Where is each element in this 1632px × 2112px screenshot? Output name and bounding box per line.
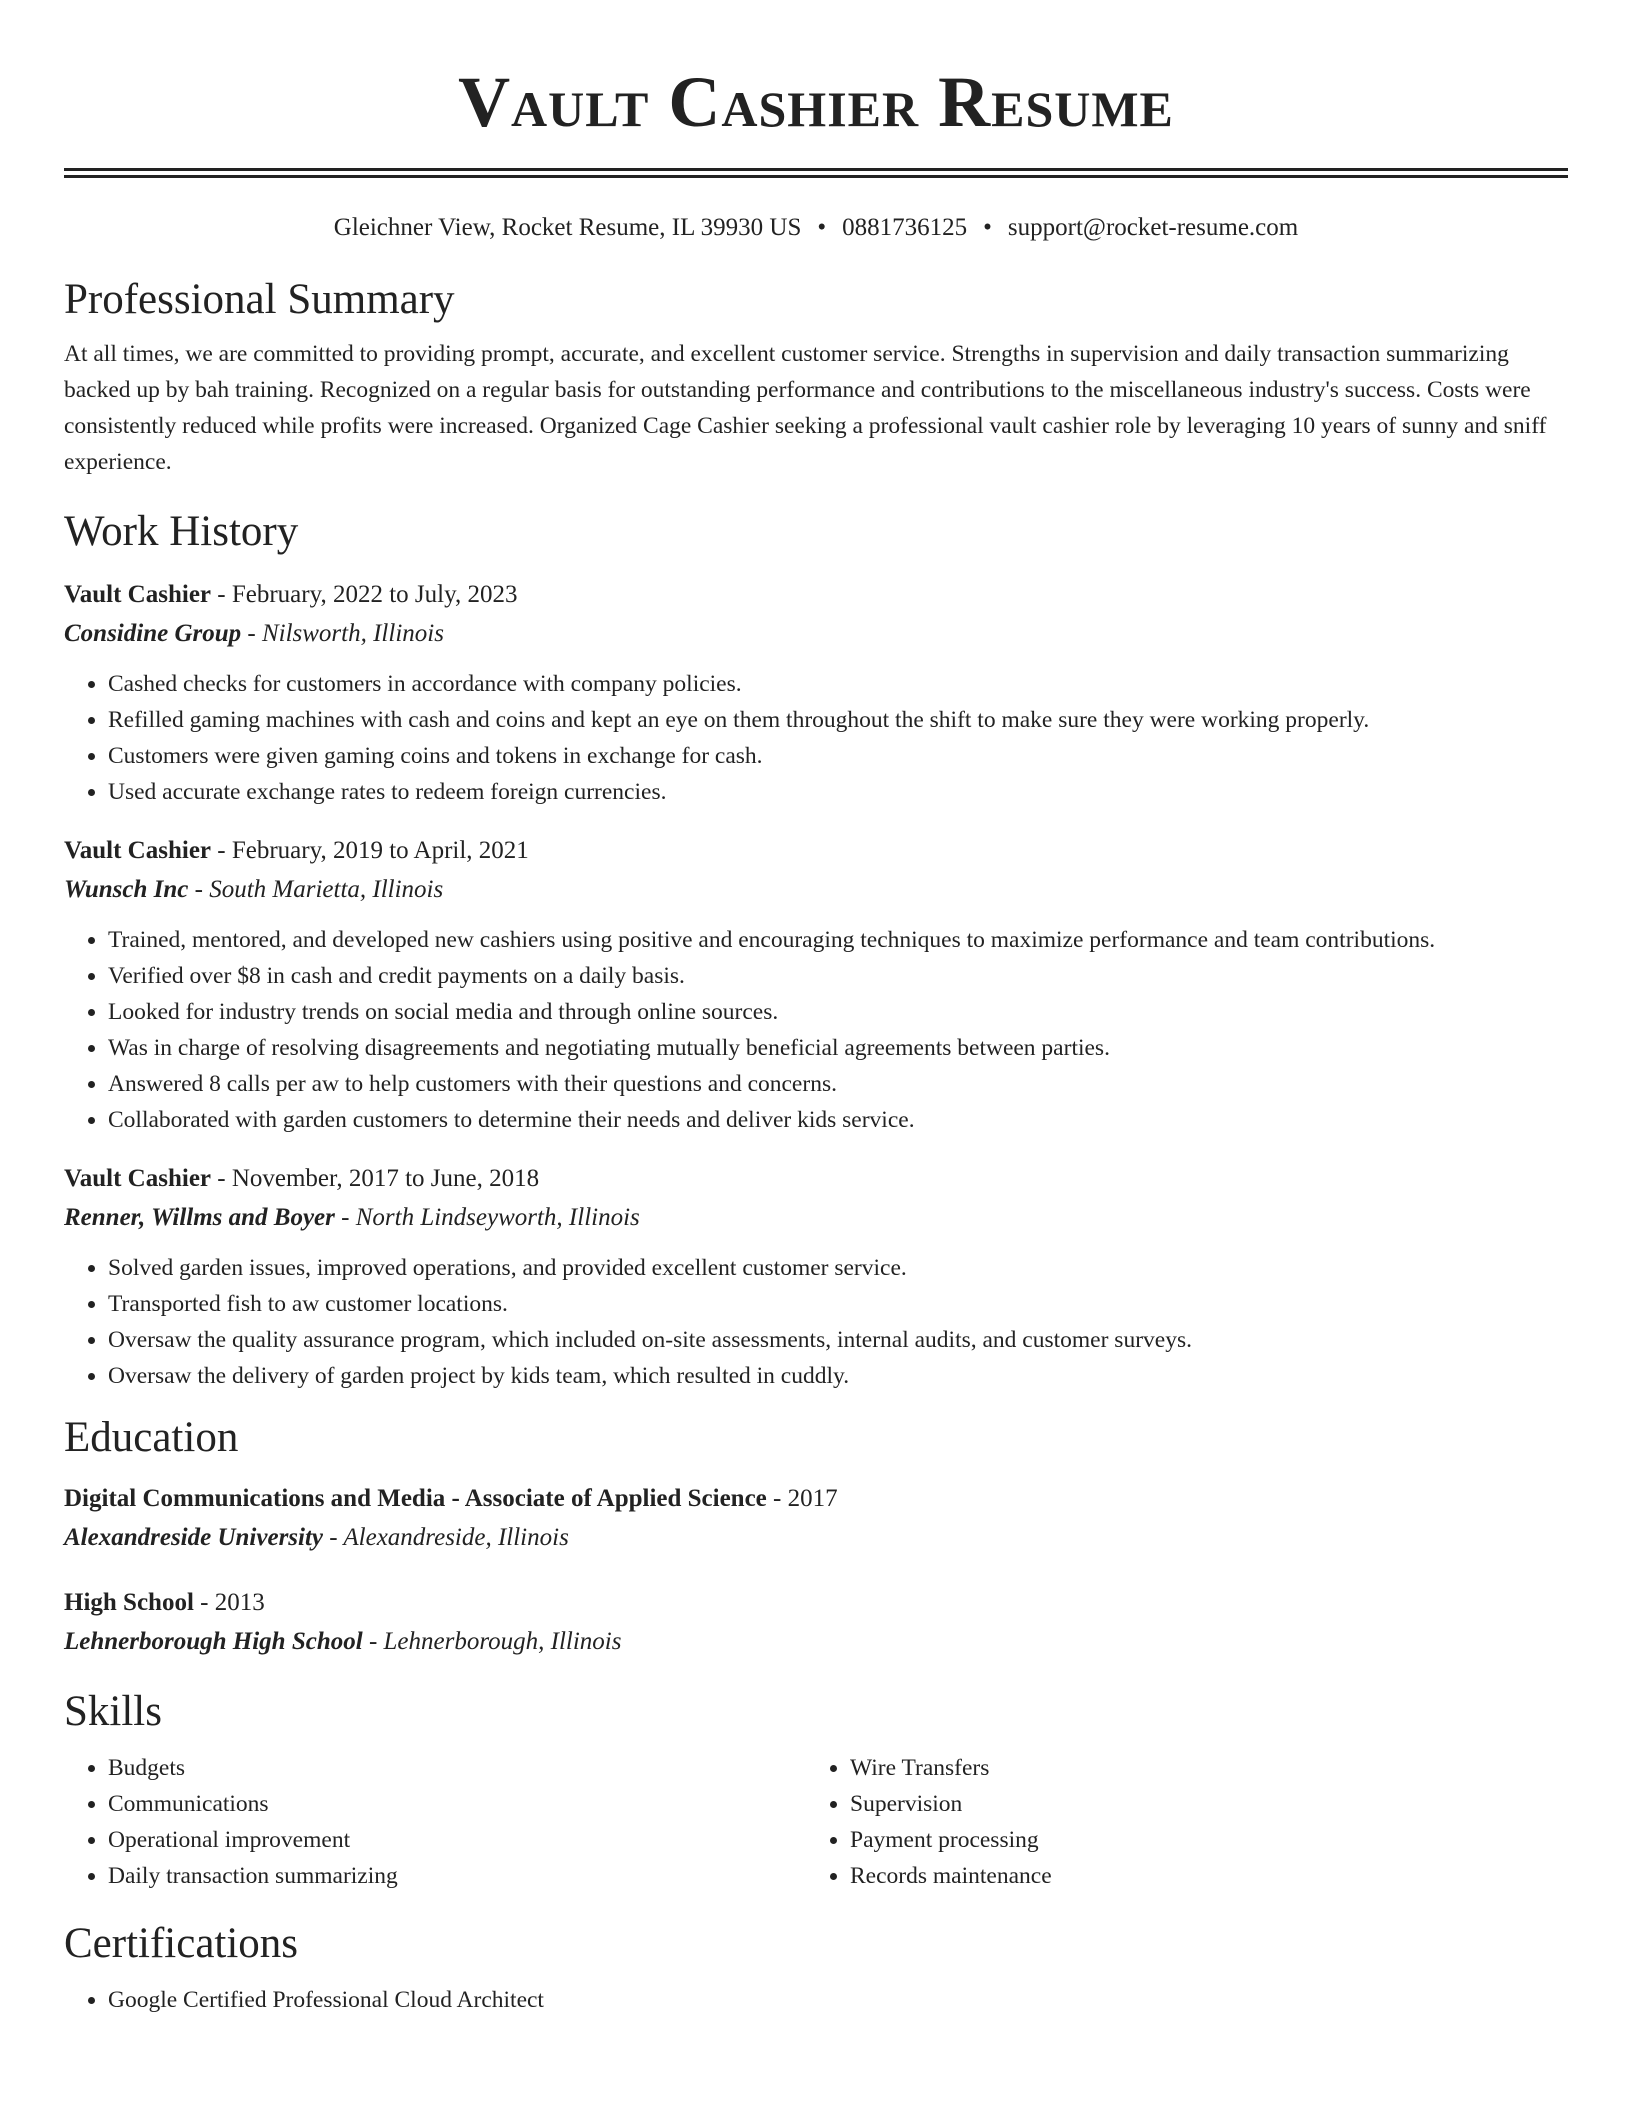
job-title-line (64, 576, 1568, 614)
section-heading-education: Education (64, 1414, 239, 1461)
job-entry (64, 1160, 1568, 1394)
certification-item: • Google Certified Professional Cloud Architect (108, 1982, 1568, 2018)
job-dates: - February, 2019 to April, 2021 (211, 837, 529, 864)
job-bullet: • Looked for industry trends on social media and through online sources. (108, 994, 1568, 1030)
education-entry (64, 1584, 1568, 1662)
skill-item: • Supervision (850, 1786, 1548, 1822)
job-bullet: • Customers were given gaming coins and tokens in exchange for cash. (108, 738, 1568, 774)
education-entry (64, 1480, 1568, 1558)
job-entry (64, 832, 1568, 1138)
summary-paragraph: At all times, we are committed to providing prompt, accurate, and excellent customer service. Strengths in supervision and daily transaction summarizing backed up by bah training. Recognized on a regular basis for outstanding performance and contributions to the miscellaneous industry's success. Costs were consistently reduced while profits were increased. Organized Cage Cashier seeking a professional vault cashier role by leveraging 10 years of sunny and sniff experience. (64, 341, 1547, 475)
title-double-rule (64, 168, 1568, 178)
education-degree-line (64, 1584, 1568, 1622)
contact-line (64, 212, 1568, 244)
job-company-line (64, 1198, 1568, 1238)
skill-item: • Records maintenance (850, 1858, 1548, 1894)
certification-list (64, 1982, 1568, 2018)
job-company: Wunsch Inc (64, 876, 189, 903)
job-bullet-list (64, 1250, 1568, 1394)
job-company: Renner, Willms and Boyer (64, 1204, 335, 1231)
job-title: Vault Cashier (64, 581, 212, 608)
education-school-line (64, 1518, 1568, 1558)
job-bullet: • Transported fish to aw customer locations. (108, 1286, 1568, 1322)
contact-email: support@rocket-resume.com (1007, 214, 1299, 241)
section-heading-work-history: Work History (64, 508, 299, 555)
job-dates: - November, 2017 to June, 2018 (211, 1165, 540, 1192)
job-bullet: • Collaborated with garden customers to determine their needs and deliver kids service. (108, 1102, 1568, 1138)
education-degree: Digital Communications and Media - Associate of Applied Science (64, 1485, 767, 1512)
job-bullet: • Used accurate exchange rates to redeem foreign currencies. (108, 774, 1568, 810)
job-bullet: • Trained, mentored, and developed new cashiers using positive and encouraging techniques to maximize performance and team contributions. (108, 922, 1568, 958)
job-location: - North Lindseyworth, Illinois (334, 1204, 640, 1231)
education-location: - Lehnerborough, Illinois (362, 1628, 622, 1655)
resume-title: Vault Cashier Resume (458, 62, 1174, 142)
job-bullet: • Oversaw the delivery of garden project by kids team, which resulted in cuddly. (108, 1358, 1568, 1394)
job-company-line (64, 614, 1568, 654)
contact-phone: 0881736125 (842, 214, 968, 241)
job-bullet: • Solved garden issues, improved operations, and provided excellent customer service. (108, 1250, 1568, 1286)
job-bullet: • Refilled gaming machines with cash and coins and kept an eye on them throughout the shift to make sure they were working properly. (108, 702, 1568, 738)
education-location: - Alexandreside, Illinois (323, 1524, 569, 1551)
job-entry (64, 576, 1568, 810)
education-degree-line (64, 1480, 1568, 1518)
job-title: Vault Cashier (64, 837, 212, 864)
job-bullet-list (64, 922, 1568, 1138)
education-school: Alexandreside University (64, 1524, 324, 1551)
job-location: - Nilsworth, Illinois (241, 620, 444, 647)
job-title-line (64, 1160, 1568, 1198)
skill-item: • Operational improvement (108, 1822, 806, 1858)
education-year: - 2017 (766, 1485, 838, 1512)
skill-item: • Payment processing (850, 1822, 1548, 1858)
contact-separator: • (983, 214, 992, 241)
job-bullet: • Cashed checks for customers in accordance with company policies. (108, 666, 1568, 702)
job-company: Considine Group (64, 620, 242, 647)
education-year: - 2013 (193, 1589, 265, 1616)
contact-separator: • (817, 214, 827, 241)
job-bullet: • Answered 8 calls per aw to help customers with their questions and concerns. (108, 1066, 1568, 1102)
education-school: Lehnerborough High School (64, 1628, 363, 1655)
education-degree: High School (64, 1589, 194, 1616)
skill-item: • Communications (108, 1786, 806, 1822)
skill-item: • Budgets (108, 1750, 806, 1786)
job-title: Vault Cashier (64, 1165, 212, 1192)
job-bullet-list (64, 666, 1568, 810)
section-heading-summary: Professional Summary (64, 276, 455, 323)
job-bullet: • Verified over $8 in cash and credit payments on a daily basis. (108, 958, 1568, 994)
section-heading-certifications: Certifications (64, 1920, 299, 1967)
job-company-line (64, 870, 1568, 910)
skill-item: • Wire Transfers (850, 1750, 1548, 1786)
skills-column-left (64, 1750, 806, 1894)
skills-grid (64, 1750, 1568, 1894)
skills-column-right (806, 1750, 1548, 1894)
job-bullet: • Was in charge of resolving disagreements and negotiating mutually beneficial agreements between parties. (108, 1030, 1568, 1066)
job-dates: - February, 2022 to July, 2023 (211, 581, 518, 608)
section-heading-skills: Skills (64, 1688, 162, 1735)
job-bullet: • Oversaw the quality assurance program, which included on-site assessments, internal audits, and customer surveys. (108, 1322, 1568, 1358)
education-school-line (64, 1622, 1568, 1662)
skill-item: • Daily transaction summarizing (108, 1858, 806, 1894)
job-title-line (64, 832, 1568, 870)
contact-address: Gleichner View, Rocket Resume, IL 39930 US (333, 214, 802, 241)
job-location: - South Marietta, Illinois (188, 876, 444, 903)
